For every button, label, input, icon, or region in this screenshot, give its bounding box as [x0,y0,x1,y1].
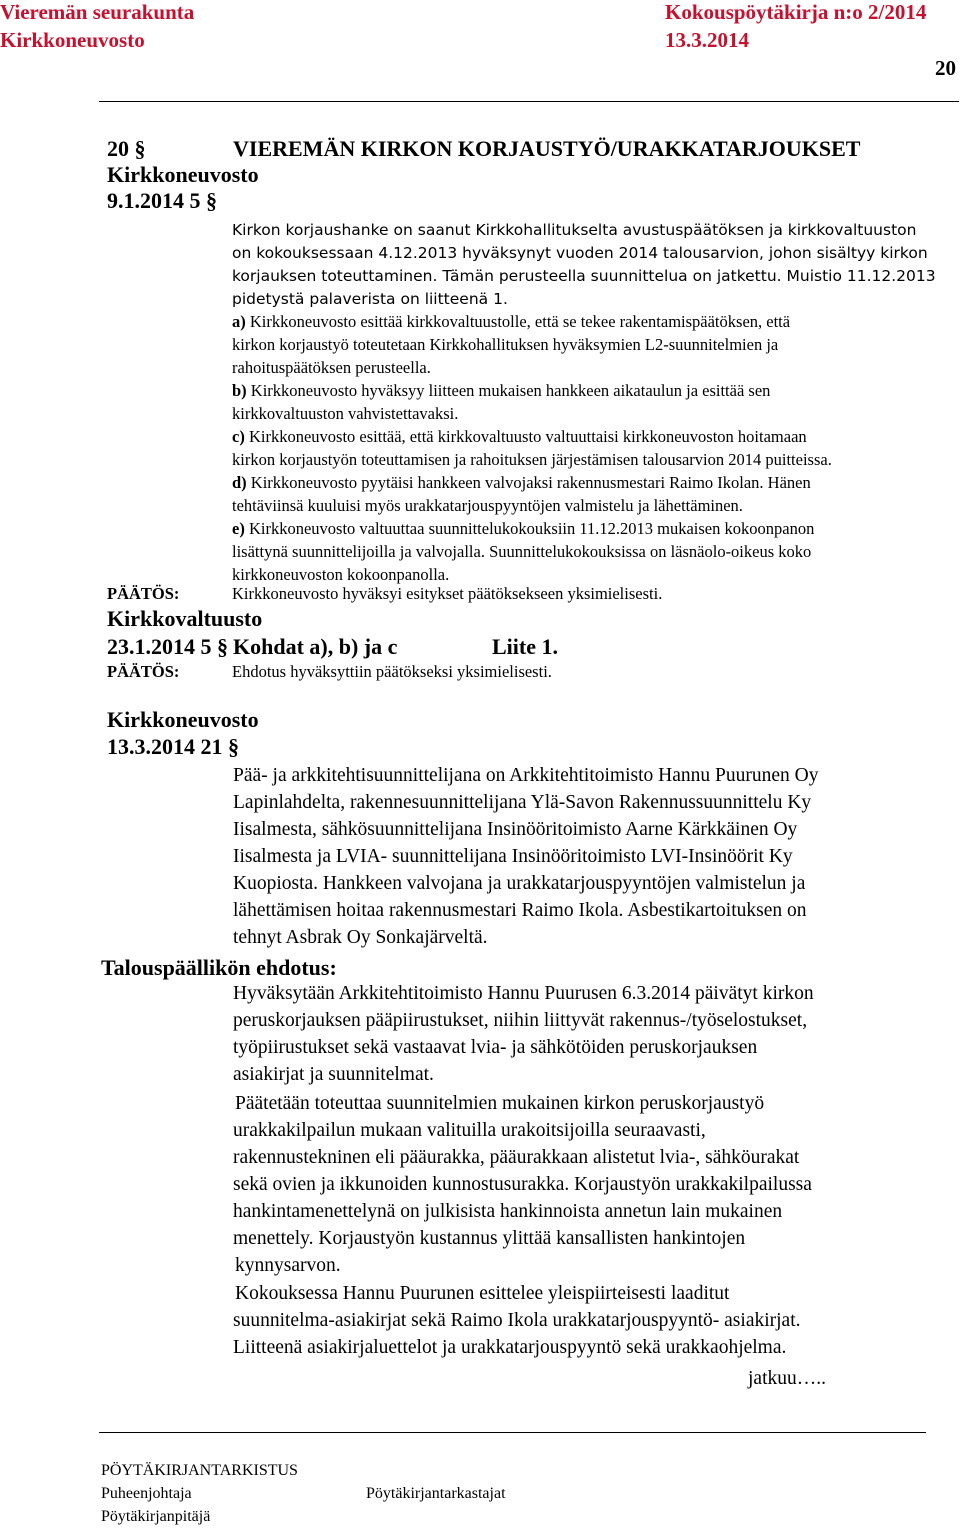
footer-checkers: Pöytäkirjantarkastajat [366,1485,506,1502]
text-line: pidetystä palaverista on liitteenä 1. [232,290,508,308]
text-line: kirkkoneuvoston kokoonpanolla. [232,565,450,584]
text-line: Hyväksytään Arkkitehtitoimisto Hannu Puurusen 6.3.2014 päivätyt kirkon [233,983,814,1004]
text-line: Kokouksessa Hannu Puurunen esittelee yleispiirteisesti laaditut [235,1283,730,1304]
text-line: Iisalmesta ja LVIA- suunnittelijana Insinööritoimisto LVI-Insinöörit Ky [233,846,793,867]
header-date: 13.3.2014 [665,28,749,52]
text-line: Iisalmesta, sähkösuunnittelijana Insinööritoimisto Aarne Kärkkäinen Oy [233,819,798,840]
decision2-label: PÄÄTÖS: [107,662,180,681]
text-line: rahoituspäätöksen perusteella. [232,358,431,377]
section-title: VIEREMÄN KIRKON KORJAUSTYÖ/URAKKATARJOUKSET [233,136,861,161]
footer-title: PÖYTÄKIRJANTARKISTUS [101,1462,298,1479]
finance-paragraph-3 [233,1280,801,1361]
text-line: kirkon korjaustyö toteutetaan Kirkkohallituksen hyväksymien L2-suunnitelmien ja [232,335,779,354]
proposal-c [232,425,832,471]
proposal-letter: e) [232,519,245,538]
text-line: Lapinlahdelta, rakennesuunnittelijana Ylä-Savon Rakennussuunnittelu Ky [233,792,812,813]
continues-note: jatkuu….. [748,1368,826,1389]
footer-rule [99,1432,926,1433]
ref3-date: 13.3.2014 21 § [107,734,239,759]
finance-paragraph-2 [233,1090,812,1279]
header-doc-title: Kokouspöytäkirja n:o 2/2014 [665,0,927,24]
proposals-list [232,310,832,586]
text-line: Pää- ja arkkitehtisuunnittelijana on Arkkitehtitoimisto Hannu Puurunen Oy [233,765,819,786]
text-line: menettely. Korjaustyön kustannus ylittää kansallisten hankintojen [233,1228,746,1249]
paragraph-sign-icon: § [217,634,228,659]
paragraph-sign-icon: § [228,734,239,759]
text-line: c) Kirkkoneuvosto esittää, että kirkkovaltuusto valtuuttaisi kirkkoneuvoston hoitamaan [232,427,807,446]
header-org: Vieremän seurakunta [0,0,195,24]
proposal-letter: d) [232,473,247,492]
text-line: b) Kirkkoneuvosto hyväksyy liitteen mukaisen hankkeen aikataulun ja esittää sen [232,381,771,400]
header-body: Kirkkoneuvosto [0,28,145,52]
text-line: e) Kirkkoneuvosto valtuuttaa suunnittelukokouksiin 11.12.2013 mukaisen kokoonpanon [232,519,815,538]
ref2-body: Kirkkovaltuusto [107,606,263,631]
text-line: a) Kirkkoneuvosto esittää kirkkovaltuustolle, että se tekee rakentamispäätöksen, että [232,312,791,331]
decision1-text: Kirkkoneuvosto hyväksyi esitykset päätöksekseen yksimielisesti. [232,584,663,603]
ref2-date: 23.1.2014 5 § [107,634,228,659]
section-number: 20 § [107,136,146,161]
proposal-letter: b) [232,381,247,400]
proposal-a [232,310,832,379]
text-line: kynnysarvon. [235,1255,341,1276]
text-line: Päätetään toteuttaa suunnitelmien mukainen kirkon peruskorjaustyö [235,1093,765,1114]
text-line: hankintamenettelynä on julkisista hankinnoista annetun lain mukainen [233,1201,783,1222]
text-line: lähettämisen hoitaa rakennusmestari Raimo Ikola. Asbestikartoituksen on [233,900,807,921]
paragraph-sign-icon: § [134,136,146,161]
finance-heading: Talouspäällikön ehdotus: [101,955,337,980]
text-line: rakennustekninen eli pääurakka, pääurakkaan alistetut lvia-, sähköurakat [233,1147,800,1168]
decision1-label: PÄÄTÖS: [107,584,180,603]
paragraph-sign-icon: § [206,188,217,213]
text-line: kirkon korjaustyön toteuttamisen ja rahoituksen järjestämisen talousarvion 2014 puitteissa. [232,450,832,469]
text-line: tehtäviinsä kuuluisi myös urakkatarjouspyyntöjen valmistelu ja lähettäminen. [232,496,743,515]
intro-paragraph [232,219,936,311]
text-line: sekä ovien ja ikkunoiden kunnostusurakka. Korjaustyön urakkakilpailussa [233,1174,812,1195]
text-line: d) Kirkkoneuvosto pyytäisi hankkeen valvojaksi rakennusmestari Raimo Ikolan. Hänen [232,473,811,492]
proposal-d [232,471,832,517]
proposal-e [232,517,832,586]
footer-chair: Puheenjohtaja [101,1485,192,1502]
text-line: työpiirustukset sekä vastaavat lvia- ja sähkötöiden peruskorjauksen [233,1037,758,1058]
ref3-body: Kirkkoneuvosto [107,707,259,732]
footer-secretary: Pöytäkirjanpitäjä [101,1508,211,1525]
text-line: Liitteenä asiakirjaluettelot ja urakkatarjouspyyntö sekä urakkaohjelma. [233,1337,787,1358]
proposal-letter: c) [232,427,245,446]
text-line: Kuopiosta. Hankkeen valvojana ja urakkatarjouspyyntöjen valmistelun ja [233,873,806,894]
text-line: urakkakilpailun mukaan valituilla urakoitsijoilla seuraavasti, [233,1120,706,1141]
ref2-items: Kohdat a), b) ja c [233,634,398,659]
text-line: peruskorjauksen pääpiirustukset, niihin liittyvät rakennus-/työselostukset, [233,1010,808,1031]
proposal-b [232,379,832,425]
ref1-date: 9.1.2014 5 § [107,188,217,213]
text-line: korjauksen toteuttaminen. Tämän perusteella suunnittelua on jatkettu. Muistio 11.12.2013 [232,267,936,285]
text-line: asiakirjat ja suunnitelmat. [233,1064,434,1085]
text-line: lisättynä suunnittelijoilla ja valvojalla. Suunnittelukokouksissa on läsnäolo-oikeus koko [232,542,812,561]
text-line: on kokouksessaan 4.12.2013 hyväksynyt vuoden 2014 talousarvion, johon sisältyy kirkon [232,244,928,262]
text-line: tehnyt Asbrak Oy Sonkajärveltä. [233,927,488,948]
designers-paragraph [233,762,818,951]
text-line: Kirkon korjaushanke on saanut Kirkkohallitukselta avustuspäätöksen ja kirkkovaltuuston [232,221,917,239]
ref2-attachment: Liite 1. [492,634,558,659]
finance-paragraph-1 [233,980,814,1088]
decision2-text: Ehdotus hyväksyttiin päätökseksi yksimielisesti. [232,662,552,681]
ref1-body: Kirkkoneuvosto [107,162,259,187]
text-line: suunnitelma-asiakirjat sekä Raimo Ikola urakkatarjouspyyntö- asiakirjat. [233,1310,801,1331]
page-number: 20 [935,56,956,80]
header-rule [99,101,959,102]
proposal-letter: a) [232,312,246,331]
text-line: kirkkovaltuuston vahvistettavaksi. [232,404,459,423]
